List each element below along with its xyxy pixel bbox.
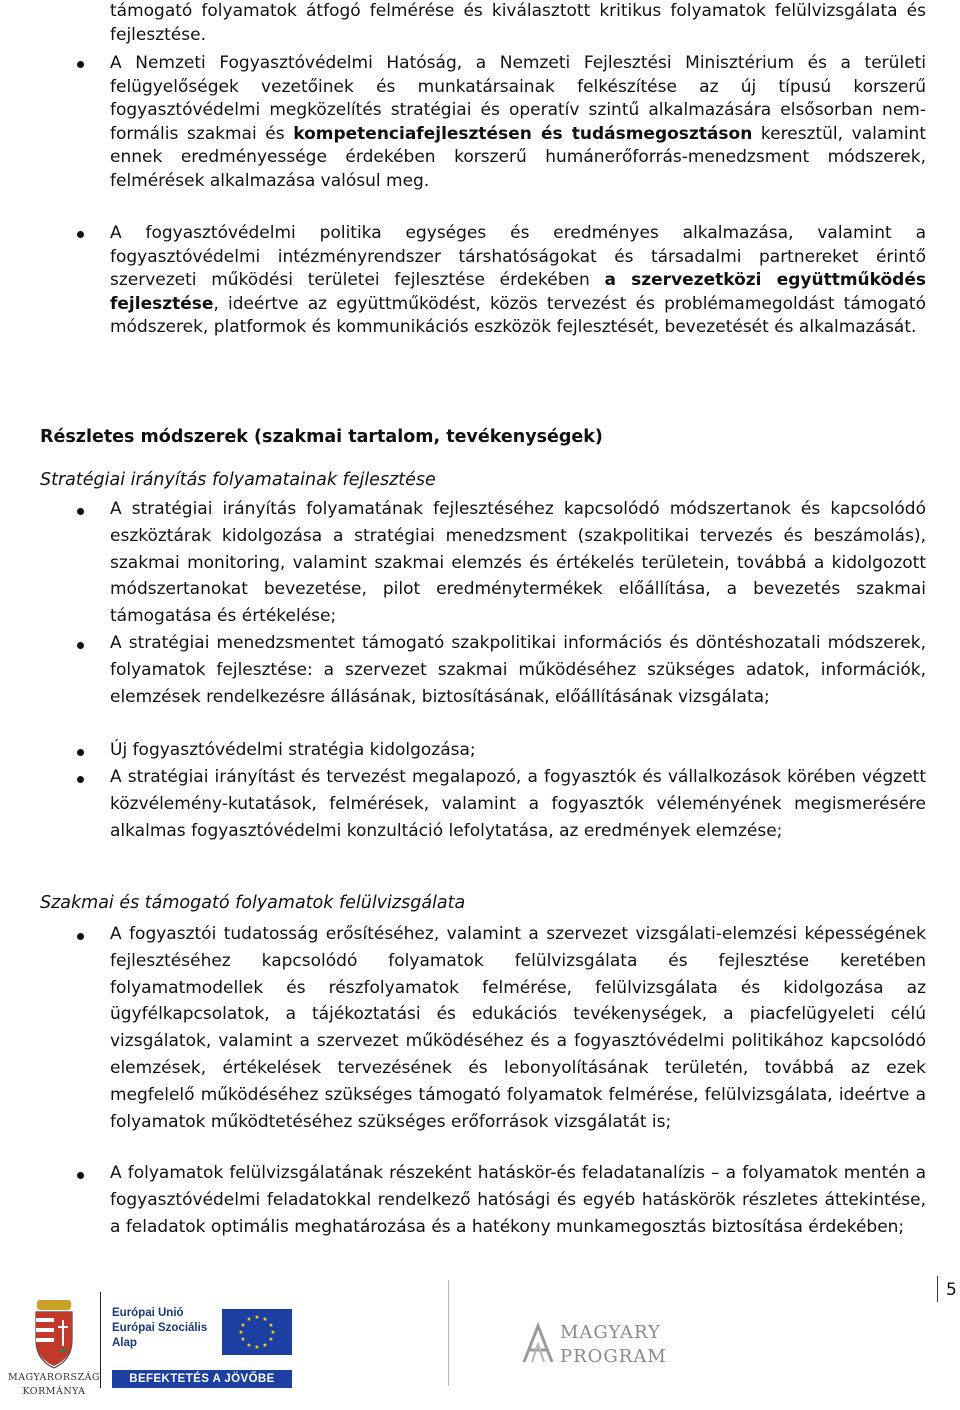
svg-text:★: ★: [246, 1342, 252, 1349]
section-title: Részletes módszerek (szakmai tartalom, tevékenységek): [40, 427, 603, 447]
subsection-heading-strategic: Stratégiai irányítás folyamatainak fejlesztése: [40, 470, 436, 490]
strategic-item-3: Új fogyasztóvédelmi stratégia kidolgozása;: [110, 740, 476, 760]
bullet-marker: [77, 1172, 84, 1179]
magyary-logo-line-1: MAGYARY: [560, 1322, 661, 1343]
eu-flag-icon: [222, 1309, 292, 1355]
eu-text-line-3: Alap: [112, 1337, 137, 1349]
bullet-marker: [77, 749, 84, 756]
svg-text:★: ★: [270, 1329, 276, 1336]
svg-text:★: ★: [246, 1316, 252, 1323]
intro-bullet-2-bold: a szervezetközi együttműködés fejlesztése: [110, 270, 926, 314]
svg-text:★: ★: [240, 1336, 246, 1343]
review-item-2: A folyamatok felülvizsgálatának részeként hatáskör-és feladatanalízis – a folyamatok mentén a fogyasztóvédelmi feladatokkal rendelkező hatósági és egyéb hatáskörök részletes áttekintése, a feladatok optimális meghatározása és a hatékony munkamegosztás biztosítása érdekében;: [110, 1163, 926, 1237]
page-number: 5: [946, 1280, 957, 1300]
magyary-logo-line-2: PROGRAM: [560, 1346, 667, 1367]
svg-text:★: ★: [268, 1336, 274, 1343]
footer-divider: [100, 1292, 101, 1388]
intro-bullet-2-text-a: A fogyasztóvédelmi politika egységes és eredményes alkalmazása, valamint a fogyasztóvédelmi intézményrendszer társhatóságokat és társadalmi partnereket érintő szervezeti működési területei fejlesztése érdekében: [110, 223, 926, 290]
bullet-marker: [77, 933, 84, 940]
eu-text-line-2: Európai Szociális: [112, 1322, 208, 1334]
bullet-marker: [77, 642, 84, 649]
review-item-1: A fogyasztói tudatosság erősítéséhez, valamint a szervezet vizsgálati-elemzési képességének fejlesztéséhez kapcsolódó folyamatok felülvizsgálata és fejlesztése keretében folyamatmodellek és részfolyamatok felmérése, felülvizsgálata és kidolgozása az ügyfélkapcsolatok, a tájékoztatási és edukációs tevékenységek, a piacfelügyeleti célú vizsgálatok, valamint a szervezet működéséhez és a fogyasztóvédelmi politikához kapcsolódó elemzések, értékelések tervezésének és lebonyolításának területén, továbbá az ezek megfelelő működéséhez szükséges támogató folyamatok felmérése, felülvizsgálata, ideértve a folyamatok működtetéséhez szükséges erőforrások vizsgálatát is;: [110, 924, 926, 1132]
svg-text:★: ★: [262, 1316, 268, 1323]
bullet-marker: [77, 61, 84, 68]
bullet-marker: [77, 776, 84, 783]
intro-bullet-1-text-b: keresztül, valamint ennek eredményessége érdekében korszerű humánerőforrás-menedzsment módszerek, felmérések alkalmazása valósul meg.: [110, 123, 926, 191]
svg-text:★: ★: [254, 1344, 260, 1351]
svg-text:★: ★: [238, 1329, 244, 1336]
bullet-marker: [77, 508, 84, 515]
subsection-heading-review: Szakmai és támogató folyamatok felülvizsgálata: [40, 893, 466, 913]
svg-text:★: ★: [262, 1342, 268, 1349]
intro-bullet-1-bold: kompetenciafejlesztésen és tudásmegosztáson: [293, 123, 753, 144]
svg-text:★: ★: [254, 1314, 260, 1321]
intro-bullet-2: [110, 222, 926, 340]
page-number-rule: [937, 1276, 938, 1302]
government-logo-line-2: KORMÁNYA: [22, 1386, 86, 1397]
footer-divider-secondary: [448, 1280, 449, 1386]
strategic-item-2: A stratégiai menedzsmentet támogató szakpolitikai információs és döntéshozatali módszerek, folyamatok fejlesztése: a szervezet szakmai működéséhez szükséges adatok, információk, elemzések rendelkezésre állásának, biztosításának, előállításának vizsgálata;: [110, 633, 926, 707]
government-logo-line-1: MAGYARORSZÁG: [7, 1372, 101, 1383]
eu-slogan-banner: BEFEKTETÉS A JÖVŐBE: [112, 1370, 292, 1388]
svg-text:★: ★: [240, 1322, 246, 1329]
continuation-paragraph: támogató folyamatok átfogó felmérése és kiválasztott kritikus folyamatok felülvizsgálata és fejlesztése.: [110, 1, 926, 45]
svg-text:★: ★: [268, 1322, 274, 1329]
intro-bullet-1-text-a: A Nemzeti Fogyasztóvédelmi Hatóság, a Nemzeti Fejlesztési Minisztérium és a területi felügyelőségek vezetőinek és munkatársainak felkészítése az új típusú korszerű fogyasztóvédelmi megközelítés stratégiai és operatív szintű alkalmazására elsősorban nem-formális szakmai és: [110, 53, 926, 144]
intro-bullet-2-text-b: , ideértve az együttműködést, közös tervezést és problémamegoldást támogató módszerek, platformok és kommunikációs eszközök fejlesztését, bevezetését és alkalmazását.: [110, 293, 926, 337]
magyary-program-logo-icon: [520, 1322, 556, 1366]
strategic-item-1: A stratégiai irányítás folyamatának fejlesztéséhez kapcsolódó módszertanok és kapcsolódó eszköztárak kidolgozása a stratégiai menedzsment (szakpolitikai tervezés és beszámolás), szakmai monitoring, valamint szakmai elemzés és értékelés területein, továbbá a kidolgozott módszertanokat bevezetése, pilot eredménytermékek előállítása, a bevezetés szakmai támogatása és értékelése;: [110, 499, 926, 627]
bullet-marker: [77, 231, 84, 238]
eu-text-line-1: Európai Unió: [112, 1307, 184, 1319]
intro-bullet-1: [110, 52, 926, 193]
strategic-item-4: A stratégiai irányítást és tervezést megalapozó, a fogyasztók és vállalkozások körében végzett közvélemény-kutatások, felmérések, valamint a fogyasztók véleményének megismerésére alkalmas fogyasztóvédelmi konzultáció lefolytatása, az eredmények elemzése;: [110, 767, 926, 841]
